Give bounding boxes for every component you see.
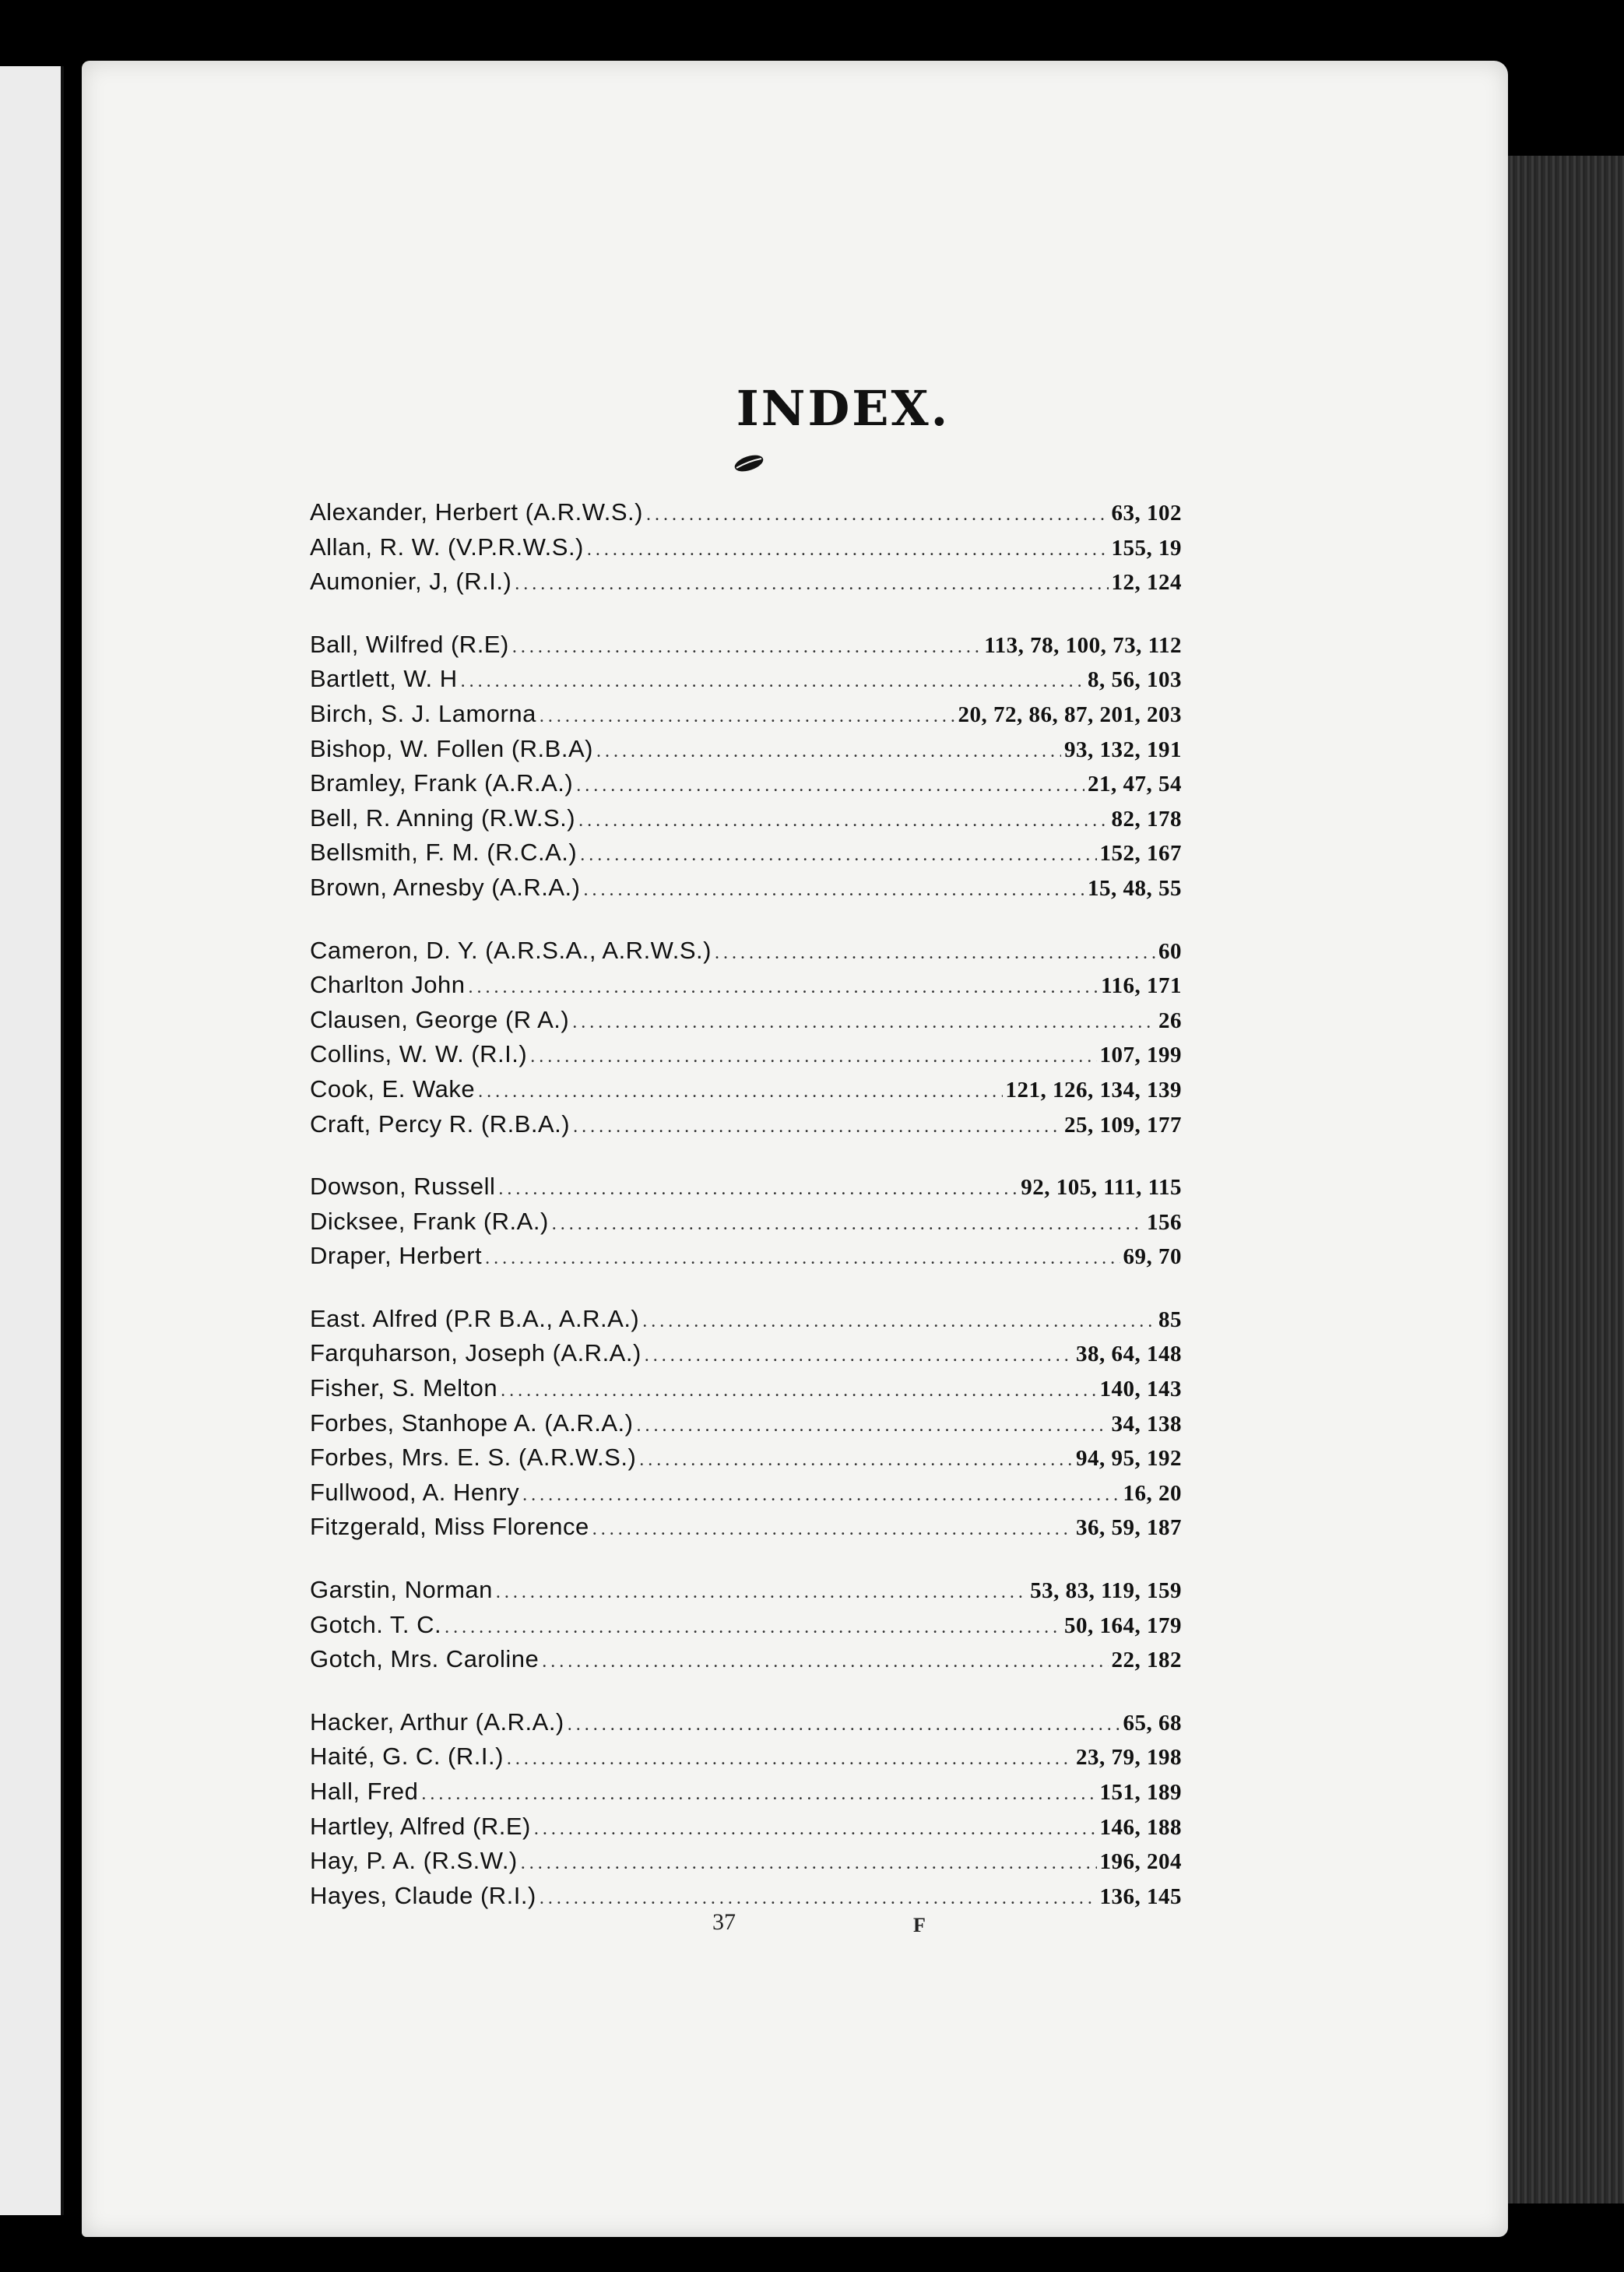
entry-page-numbers: 60 xyxy=(1158,938,1182,964)
dot-leader xyxy=(576,776,1084,797)
dot-leader xyxy=(461,671,1084,692)
index-entry xyxy=(310,1208,1182,1243)
entry-page-numbers: 16, 20 xyxy=(1123,1480,1182,1506)
dot-leader xyxy=(521,1853,1097,1874)
entry-page-numbers: 36, 59, 187 xyxy=(1076,1515,1182,1541)
index-entry xyxy=(310,631,1182,666)
dot-leader xyxy=(639,1450,1073,1471)
signature-mark: F xyxy=(913,1914,926,1936)
entry-artist-name: Bell, R. Anning (R.W.S.) xyxy=(310,804,576,832)
entry-page-numbers: 23, 79, 198 xyxy=(1076,1745,1182,1771)
dot-leader xyxy=(645,1345,1073,1366)
entry-artist-name: Hay, P. A. (R.S.W.) xyxy=(310,1847,518,1875)
entry-artist-name: Garstin, Norman xyxy=(310,1576,493,1604)
entry-artist-name: Bellsmith, F. M. (R.C.A.) xyxy=(310,839,578,867)
entry-artist-name: Hacker, Arthur (A.R.A.) xyxy=(310,1708,564,1736)
entry-page-numbers: 93, 132, 191 xyxy=(1064,737,1182,762)
entry-artist-name: Fitzgerald, Miss Florence xyxy=(310,1513,589,1541)
index-entry xyxy=(310,735,1182,770)
entry-artist-name: Dicksee, Frank (R.A.) xyxy=(310,1207,549,1235)
index-entry xyxy=(310,1040,1182,1075)
dot-leader xyxy=(592,1519,1073,1540)
dot-leader xyxy=(642,1311,1155,1332)
entry-artist-name: Gotch. T. C. xyxy=(310,1610,442,1638)
entry-page-numbers: 21, 47, 54 xyxy=(1088,772,1182,797)
entry-artist-name: Hartley, Alfred (R.E) xyxy=(310,1812,531,1840)
index-entry xyxy=(310,700,1182,735)
dot-leader xyxy=(636,1416,1108,1437)
entry-page-numbers: 152, 167 xyxy=(1099,841,1182,867)
entry-artist-name: Hall, Fred xyxy=(310,1778,419,1805)
index-group xyxy=(310,631,1182,909)
entry-artist-name: East. Alfred (P.R B.A., A.R.A.) xyxy=(310,1304,640,1332)
index-entry xyxy=(310,874,1182,909)
entry-artist-name: Bishop, W. Follen (R.B.A) xyxy=(310,734,593,762)
entry-artist-name: Collins, W. W. (R.I.) xyxy=(310,1040,528,1068)
dot-leader xyxy=(573,1117,1061,1138)
dot-leader xyxy=(587,540,1109,561)
entry-page-numbers: 151, 189 xyxy=(1099,1780,1182,1805)
index-entry xyxy=(310,533,1182,568)
entry-page-numbers: 92, 105, 111, 115 xyxy=(1021,1175,1182,1201)
entry-artist-name: Ball, Wilfred (R.E) xyxy=(310,630,509,658)
index-entry xyxy=(310,1882,1182,1917)
index-group xyxy=(310,937,1182,1145)
index-entry xyxy=(310,1576,1182,1611)
entry-page-numbers: 50, 164, 179 xyxy=(1064,1613,1182,1638)
index-entry xyxy=(310,568,1182,603)
entry-artist-name: Forbes, Stanhope A. (A.R.A.) xyxy=(310,1409,634,1437)
entry-artist-name: Brown, Arnesby (A.R.A.) xyxy=(310,873,581,901)
dot-leader xyxy=(507,1749,1073,1770)
dot-leader xyxy=(478,1081,1002,1103)
index-entry xyxy=(310,1708,1182,1743)
entry-page-numbers: 121, 126, 134, 139 xyxy=(1005,1077,1182,1103)
index-entry xyxy=(310,937,1182,972)
dot-leader xyxy=(512,637,981,658)
dot-leader xyxy=(522,1485,1120,1506)
index-group xyxy=(310,1173,1182,1277)
entry-artist-name: Birch, S. J. Lamorna xyxy=(310,699,536,727)
index-entry xyxy=(310,498,1182,533)
entry-page-numbers: 65, 68 xyxy=(1123,1710,1182,1736)
entry-artist-name: Fisher, S. Melton xyxy=(310,1374,498,1402)
book-cover-edge xyxy=(1508,156,1624,2203)
dot-leader xyxy=(646,505,1109,526)
dot-leader xyxy=(540,706,955,727)
index-group xyxy=(310,1576,1182,1680)
page-title: INDEX. xyxy=(736,380,951,437)
entry-artist-name: Bramley, Frank (A.R.A.) xyxy=(310,769,574,797)
dot-leader xyxy=(715,943,1155,964)
index-entry xyxy=(310,1743,1182,1778)
dot-leader xyxy=(445,1617,1061,1638)
dot-leader xyxy=(583,880,1084,901)
index-entry xyxy=(310,1409,1182,1444)
entry-page-numbers: 136, 145 xyxy=(1099,1883,1182,1909)
entry-artist-name: Draper, Herbert xyxy=(310,1242,483,1270)
entry-artist-name: Haité, G. C. (R.I.) xyxy=(310,1743,504,1771)
entry-page-numbers: 107, 199 xyxy=(1099,1043,1182,1068)
entry-artist-name: Hayes, Claude (R.I.) xyxy=(310,1881,536,1909)
entry-artist-name: Aumonier, J, (R.I.) xyxy=(310,568,512,596)
index-entry xyxy=(310,1006,1182,1041)
dot-leader xyxy=(578,811,1108,832)
entry-artist-name: Dowson, Russell xyxy=(310,1173,496,1201)
dot-leader xyxy=(580,845,1096,866)
index-entry xyxy=(310,1374,1182,1409)
dot-leader xyxy=(530,1046,1096,1067)
index-entry xyxy=(310,839,1182,874)
entry-page-numbers: 113, 78, 100, 73, 112 xyxy=(984,632,1182,658)
entry-page-numbers: 116, 171 xyxy=(1101,973,1182,999)
index-entry xyxy=(310,1813,1182,1848)
dot-leader xyxy=(552,1214,1144,1235)
index-entry xyxy=(310,1847,1182,1882)
page-number: 37 xyxy=(712,1909,736,1935)
index-entry xyxy=(310,1110,1182,1145)
entry-page-numbers: 85 xyxy=(1158,1307,1182,1332)
dot-leader xyxy=(568,1715,1120,1736)
index-entry xyxy=(310,804,1182,839)
index-entry xyxy=(310,1778,1182,1813)
dot-leader xyxy=(572,1012,1155,1033)
index-entry xyxy=(310,1075,1182,1110)
entry-page-numbers: 63, 102 xyxy=(1111,501,1182,526)
dot-leader xyxy=(542,1651,1108,1672)
entry-page-numbers: 69, 70 xyxy=(1123,1244,1182,1270)
index-group xyxy=(310,1305,1182,1548)
entry-page-numbers: 156 xyxy=(1147,1209,1182,1235)
entry-page-numbers: 22, 182 xyxy=(1111,1648,1182,1673)
entry-artist-name: Gotch, Mrs. Caroline xyxy=(310,1645,540,1673)
entry-page-numbers: 82, 178 xyxy=(1111,806,1182,832)
entry-artist-name: Charlton John xyxy=(310,971,466,999)
index-entry xyxy=(310,1242,1182,1277)
entry-page-numbers: 8, 56, 103 xyxy=(1088,667,1182,693)
dot-leader xyxy=(534,1819,1097,1840)
entry-page-numbers: 38, 64, 148 xyxy=(1076,1342,1182,1367)
entry-artist-name: Forbes, Mrs. E. S. (A.R.W.S.) xyxy=(310,1444,637,1472)
entry-artist-name: Farquharson, Joseph (A.R.A.) xyxy=(310,1339,642,1367)
index-list xyxy=(310,498,1182,1944)
index-group xyxy=(310,498,1182,603)
dot-leader xyxy=(469,977,1098,998)
dot-leader xyxy=(498,1179,1018,1200)
entry-page-numbers: 146, 188 xyxy=(1099,1814,1182,1840)
dot-leader xyxy=(501,1380,1096,1402)
entry-page-numbers: 53, 83, 119, 159 xyxy=(1030,1578,1182,1604)
entry-page-numbers: 26 xyxy=(1158,1008,1182,1033)
entry-page-numbers: 20, 72, 86, 87, 201, 203 xyxy=(958,702,1182,727)
entry-page-numbers: 140, 143 xyxy=(1099,1377,1182,1402)
entry-page-numbers: 12, 124 xyxy=(1111,570,1182,596)
index-entry xyxy=(310,1611,1182,1646)
index-entry xyxy=(310,1444,1182,1479)
entry-artist-name: Fullwood, A. Henry xyxy=(310,1478,520,1506)
index-entry xyxy=(310,665,1182,700)
entry-artist-name: Bartlett, W. H xyxy=(310,665,458,693)
entry-page-numbers: 25, 109, 177 xyxy=(1064,1112,1182,1138)
entry-artist-name: Alexander, Herbert (A.R.W.S.) xyxy=(310,498,643,526)
entry-artist-name: Allan, R. W. (V.P.R.W.S.) xyxy=(310,533,584,561)
dot-leader xyxy=(540,1888,1097,1909)
entry-page-numbers: 94, 95, 192 xyxy=(1076,1446,1182,1472)
index-entry xyxy=(310,1513,1182,1548)
index-entry xyxy=(310,1339,1182,1374)
dot-leader xyxy=(496,1582,1027,1603)
index-entry xyxy=(310,1645,1182,1680)
index-entry xyxy=(310,1173,1182,1208)
index-group xyxy=(310,1708,1182,1917)
entry-artist-name: Cameron, D. Y. (A.R.S.A., A.R.W.S.) xyxy=(310,936,712,964)
entry-page-numbers: 155, 19 xyxy=(1111,535,1182,561)
entry-page-numbers: 34, 138 xyxy=(1111,1411,1182,1437)
index-entry xyxy=(310,769,1182,804)
entry-page-numbers: 15, 48, 55 xyxy=(1088,875,1182,901)
entry-artist-name: Cook, E. Wake xyxy=(310,1074,476,1103)
index-entry xyxy=(310,971,1182,1006)
dot-leader xyxy=(485,1248,1120,1269)
index-entry xyxy=(310,1305,1182,1340)
entry-page-numbers: 196, 204 xyxy=(1099,1849,1182,1875)
dot-leader xyxy=(421,1784,1096,1805)
dot-leader xyxy=(515,574,1108,595)
index-entry xyxy=(310,1479,1182,1514)
leaf-ornament-icon xyxy=(732,453,766,477)
dot-leader xyxy=(596,741,1061,762)
entry-artist-name: Craft, Percy R. (R.B.A.) xyxy=(310,1110,571,1138)
entry-artist-name: Clausen, George (R A.) xyxy=(310,1005,570,1033)
